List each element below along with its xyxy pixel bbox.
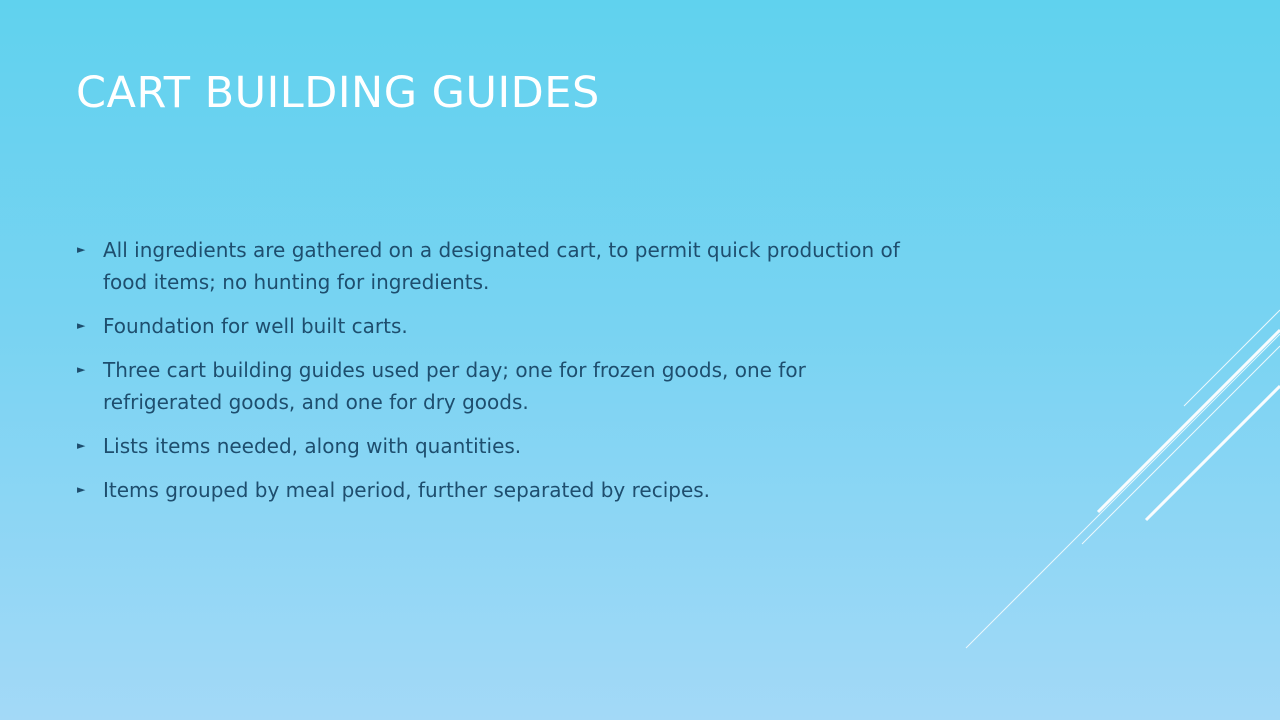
triangle-right-icon: ► [77, 483, 86, 496]
bullet-text: Items grouped by meal period, further separated by recipes. [103, 478, 711, 502]
decorative-line [1146, 386, 1280, 520]
bullet-text: All ingredients are gathered on a designated cart, to permit quick production of food items; no hunting for ingredients. [103, 238, 900, 294]
triangle-right-icon: ► [77, 363, 86, 376]
decorative-line [1082, 346, 1280, 544]
slide-title: CART BUILDING GUIDES [76, 68, 600, 118]
decorative-line [1098, 330, 1280, 512]
triangle-right-icon: ► [77, 439, 86, 452]
triangle-right-icon: ► [77, 243, 86, 256]
decorative-line [1184, 310, 1280, 406]
bullet-text: Lists items needed, along with quantities. [103, 434, 522, 458]
bullet-text: Three cart building guides used per day; one for frozen goods, one for refrigerated goods, and one for dry goods. [103, 358, 806, 414]
triangle-right-icon: ► [77, 319, 86, 332]
decorative-line [966, 334, 1280, 648]
bullet-text: Foundation for well built carts. [103, 314, 408, 338]
